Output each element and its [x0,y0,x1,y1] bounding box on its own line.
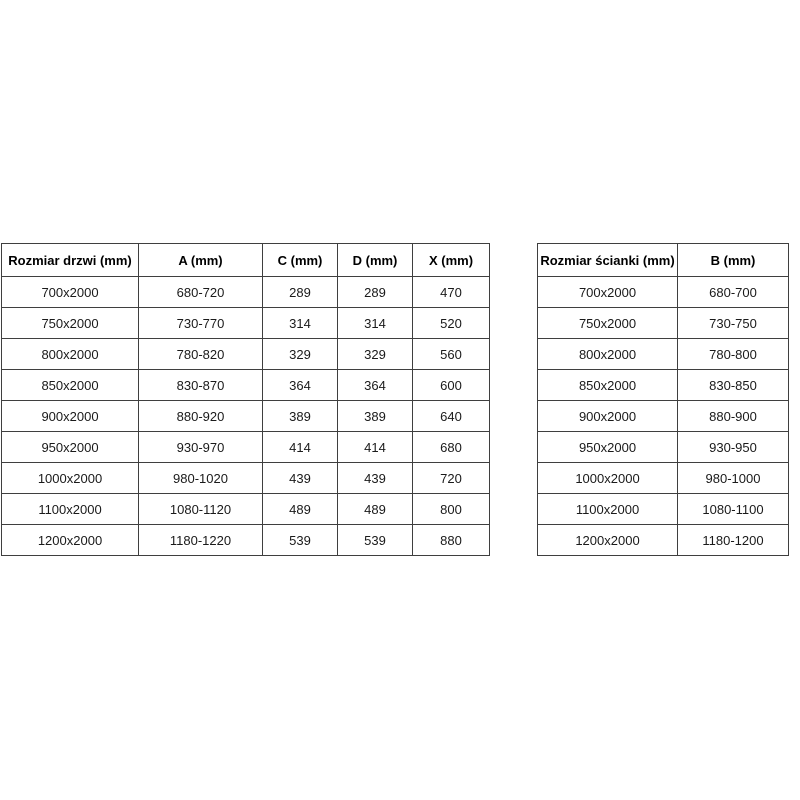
table-cell: 850x2000 [538,370,678,401]
table-cell: 1000x2000 [538,463,678,494]
table-cell: 800 [413,494,490,525]
table-cell: 1000x2000 [2,463,139,494]
table-cell: 680 [413,432,490,463]
table-cell: 730-750 [678,308,789,339]
table-cell: 289 [263,277,338,308]
table-cell: 850x2000 [2,370,139,401]
table-cell: 750x2000 [538,308,678,339]
table-cell: 830-870 [139,370,263,401]
table-cell: 830-850 [678,370,789,401]
table-cell: 1180-1200 [678,525,789,556]
table-cell: 289 [338,277,413,308]
table-cell: 414 [263,432,338,463]
table-cell: 800x2000 [2,339,139,370]
table-cell: 560 [413,339,490,370]
header-cell: Rozmiar drzwi (mm) [2,244,139,277]
table-row [2,308,490,339]
table-cell: 980-1000 [678,463,789,494]
table-row [538,463,789,494]
table-cell: 900x2000 [2,401,139,432]
door-size-table [1,243,490,556]
table-row [2,494,490,525]
table-row [538,401,789,432]
table-cell: 1200x2000 [2,525,139,556]
table-cell: 680-700 [678,277,789,308]
table-cell: 539 [338,525,413,556]
table-cell: 1100x2000 [538,494,678,525]
table-cell: 520 [413,308,490,339]
table-cell: 314 [338,308,413,339]
table-row [538,494,789,525]
table-row [538,370,789,401]
table-cell: 900x2000 [538,401,678,432]
table-row [538,432,789,463]
table-cell: 364 [263,370,338,401]
table-cell: 680-720 [139,277,263,308]
table-cell: 1180-1220 [139,525,263,556]
table-cell: 980-1020 [139,463,263,494]
table-row [2,432,490,463]
table-row [2,401,490,432]
table-cell: 489 [263,494,338,525]
header-row [2,244,490,277]
table-cell: 930-970 [139,432,263,463]
table-cell: 329 [338,339,413,370]
table-cell: 950x2000 [538,432,678,463]
table-cell: 314 [263,308,338,339]
table-cell: 800x2000 [538,339,678,370]
table-cell: 700x2000 [538,277,678,308]
table-cell: 730-770 [139,308,263,339]
table-cell: 1100x2000 [2,494,139,525]
table-cell: 1200x2000 [538,525,678,556]
table-cell: 389 [338,401,413,432]
table-cell: 930-950 [678,432,789,463]
table-cell: 489 [338,494,413,525]
table-cell: 539 [263,525,338,556]
table-cell: 439 [263,463,338,494]
wall-size-table [537,243,789,556]
table-row [2,463,490,494]
table-cell: 880 [413,525,490,556]
table-cell: 600 [413,370,490,401]
table-cell: 950x2000 [2,432,139,463]
table-cell: 329 [263,339,338,370]
table-row [2,339,490,370]
table-row [2,525,490,556]
table-row [538,308,789,339]
table-cell: 439 [338,463,413,494]
table-cell: 780-800 [678,339,789,370]
table-cell: 470 [413,277,490,308]
table-row [538,525,789,556]
table-cell: 720 [413,463,490,494]
header-cell: C (mm) [263,244,338,277]
header-cell: D (mm) [338,244,413,277]
table-cell: 880-920 [139,401,263,432]
table-cell: 780-820 [139,339,263,370]
table-cell: 414 [338,432,413,463]
header-cell: A (mm) [139,244,263,277]
table-row [538,339,789,370]
table-cell: 640 [413,401,490,432]
header-cell: X (mm) [413,244,490,277]
table-row [2,277,490,308]
header-cell: B (mm) [678,244,789,277]
header-row [538,244,789,277]
table-cell: 364 [338,370,413,401]
table-row [538,277,789,308]
table-row [2,370,490,401]
table-cell: 880-900 [678,401,789,432]
table-cell: 1080-1100 [678,494,789,525]
header-cell: Rozmiar ścianki (mm) [538,244,678,277]
table-cell: 389 [263,401,338,432]
table-cell: 750x2000 [2,308,139,339]
table-cell: 700x2000 [2,277,139,308]
table-cell: 1080-1120 [139,494,263,525]
